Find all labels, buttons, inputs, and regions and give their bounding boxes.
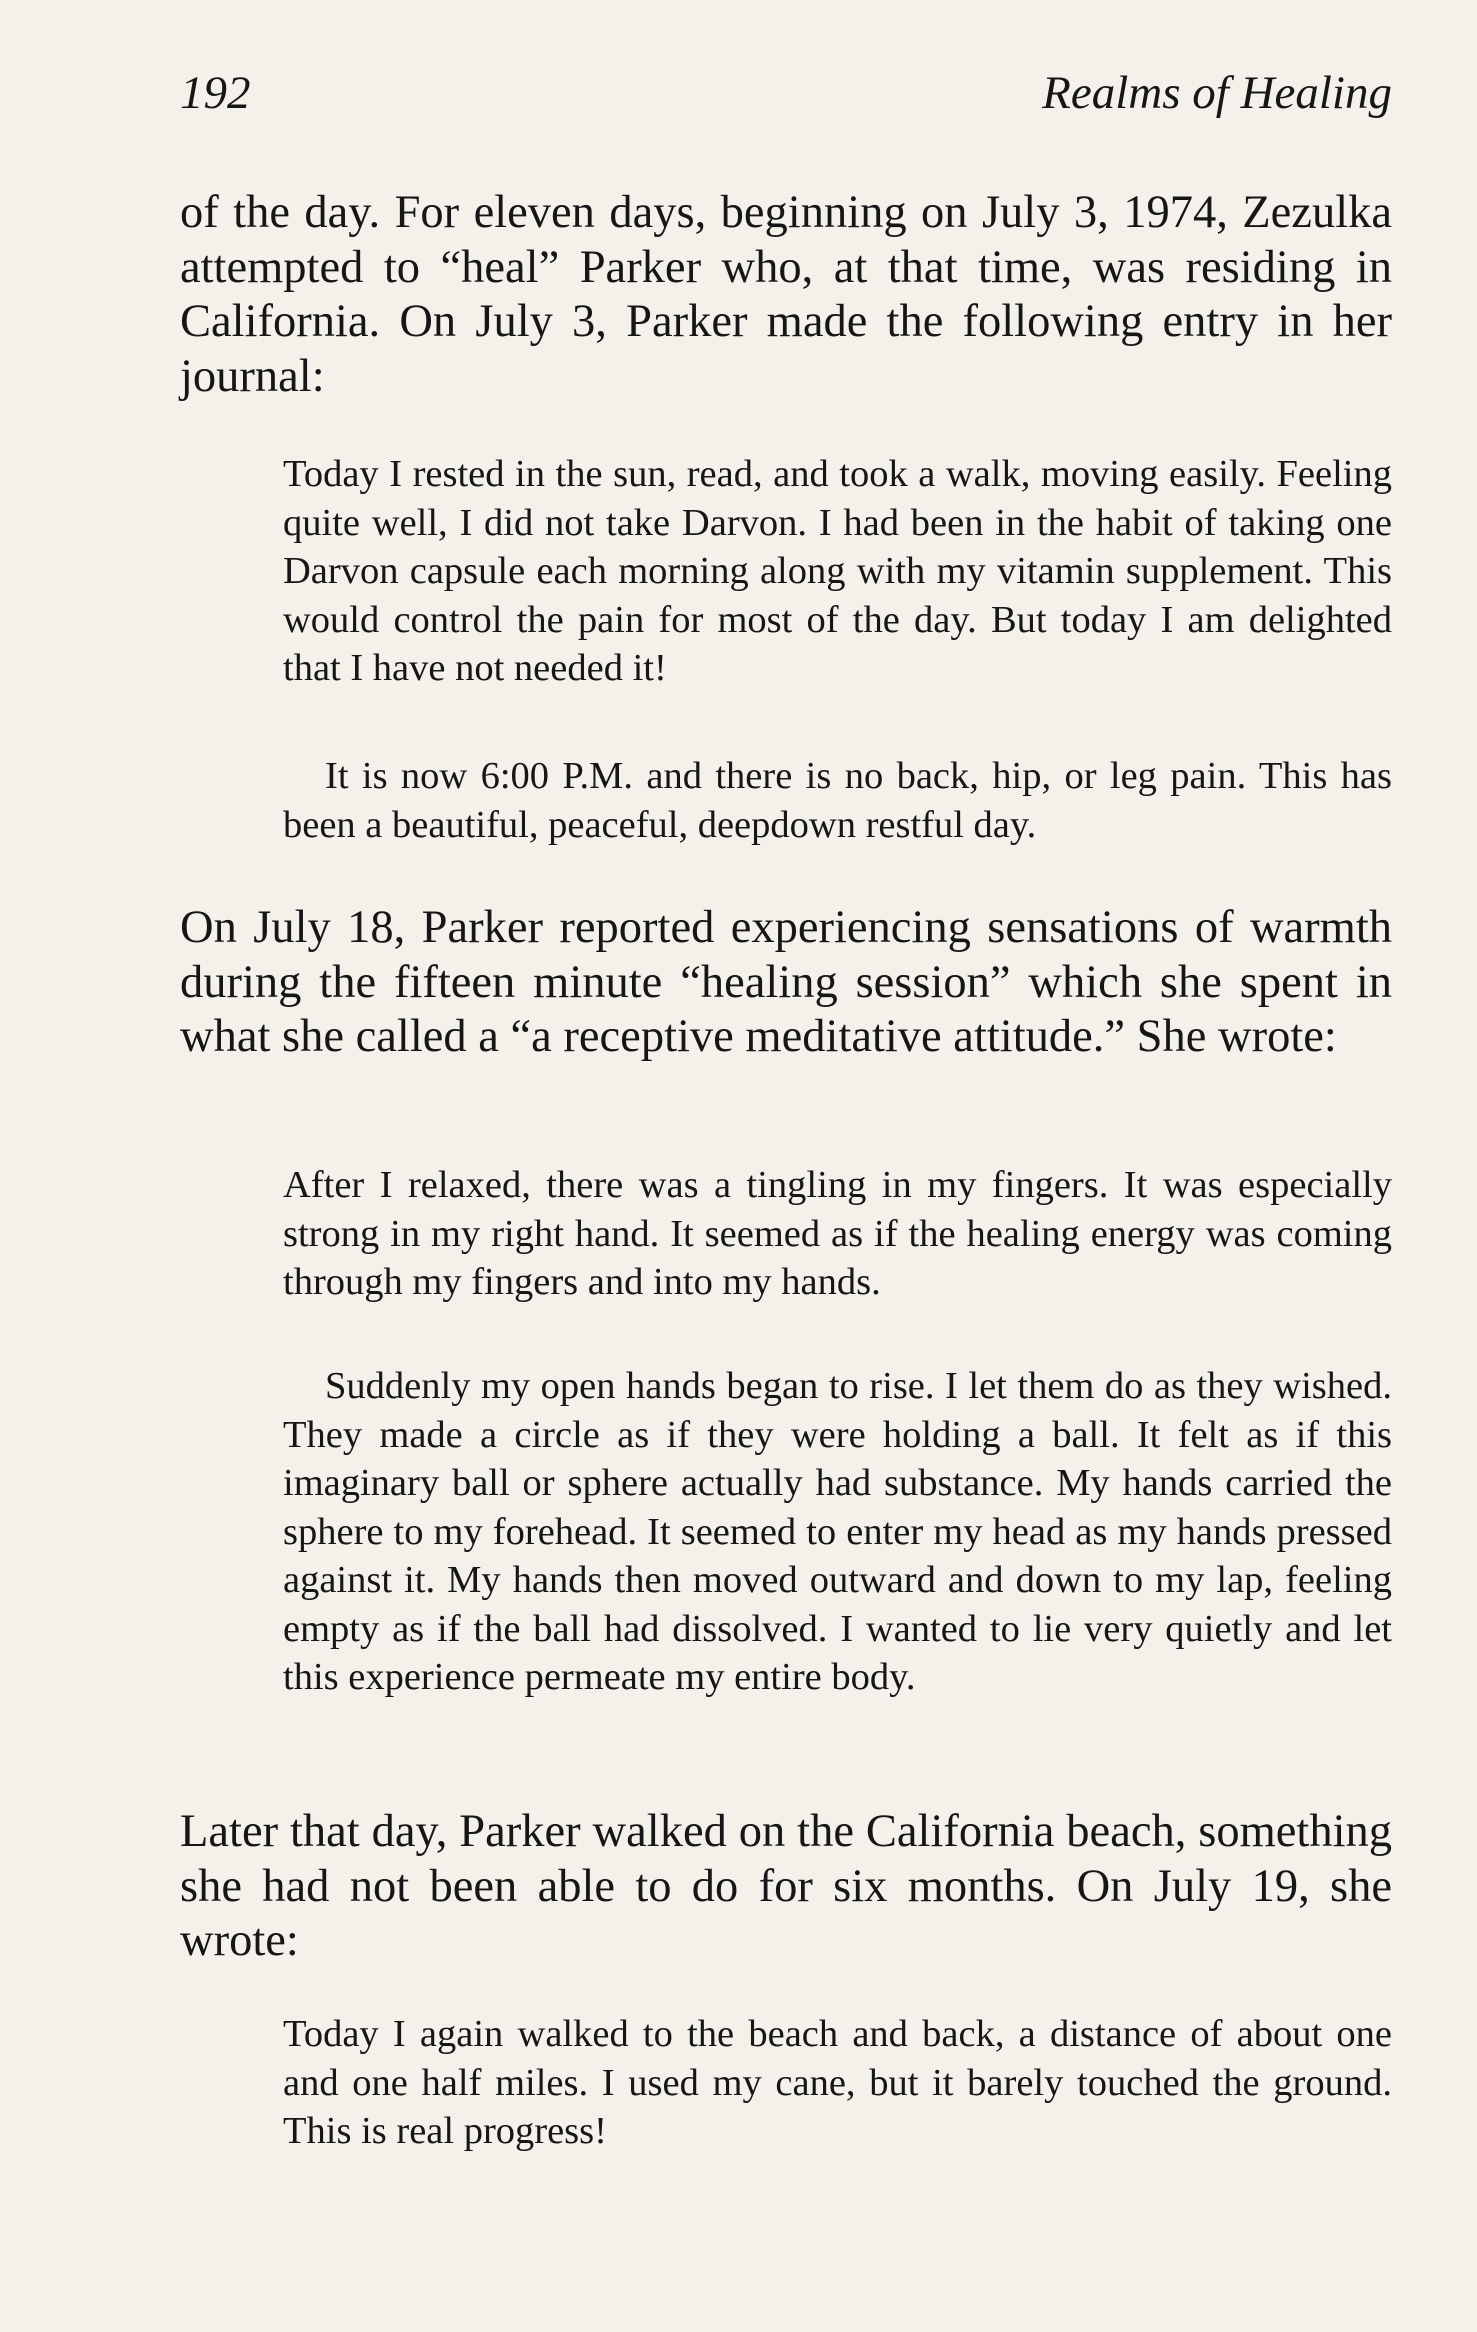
- journal-quote-july-3-continued: It is now 6:00 P.M. and there is no back, hip, or leg pain. This has been a beautiful, peaceful, deepdown restful day.: [283, 755, 1392, 846]
- running-title: Realms of Healing: [1042, 67, 1392, 119]
- journal-quote-july-19: Today I again walked to the beach and back, a distance of about one and one half miles. I used my cane, but it barely touched the ground. This is real progress!: [283, 2013, 1392, 2152]
- body-paragraph-1: of the day. For eleven days, beginning on July 3, 1974, Zezulka attempted to “heal” Parker who, at that time, was residing in California. On July 3, Parker made the following entry in her journal:: [180, 187, 1392, 402]
- journal-quote-july-18: After I relaxed, there was a tingling in my fingers. It was especially strong in my right hand. It seemed as if the healing energy was coming through my fingers and into my hands.: [283, 1164, 1392, 1303]
- body-paragraph-2: On July 18, Parker reported experiencing sensations of warmth during the fifteen minute “healing session” which she spent in what she called a “a receptive meditative attitude.” She wrote:: [180, 902, 1392, 1062]
- page-number: 192: [180, 67, 251, 119]
- page-header: [180, 66, 1392, 126]
- journal-quote-july-3: Today I rested in the sun, read, and took a walk, moving easily. Feeling quite well, I did not take Darvon. I had been in the habit of taking one Darvon capsule each morning along with my vitamin supplement. This would control the pain for most of the day. But today I am delighted that I have not needed it!: [283, 453, 1392, 689]
- body-paragraph-3: Later that day, Parker walked on the California beach, something she had not been able to do for six months. On July 19, she wrote:: [180, 1806, 1392, 1966]
- journal-quote-july-18-continued: Suddenly my open hands began to rise. I let them do as they wished. They made a circle as if they were holding a ball. It felt as if this imaginary ball or sphere actually had substance. My hands carried the sphere to my forehead. It seemed to enter my head as my hands pressed against it. My hands then moved outward and down to my lap, feeling empty as if the ball had dissolved. I wanted to lie very quietly and let this experience permeate my entire body.: [283, 1365, 1392, 1698]
